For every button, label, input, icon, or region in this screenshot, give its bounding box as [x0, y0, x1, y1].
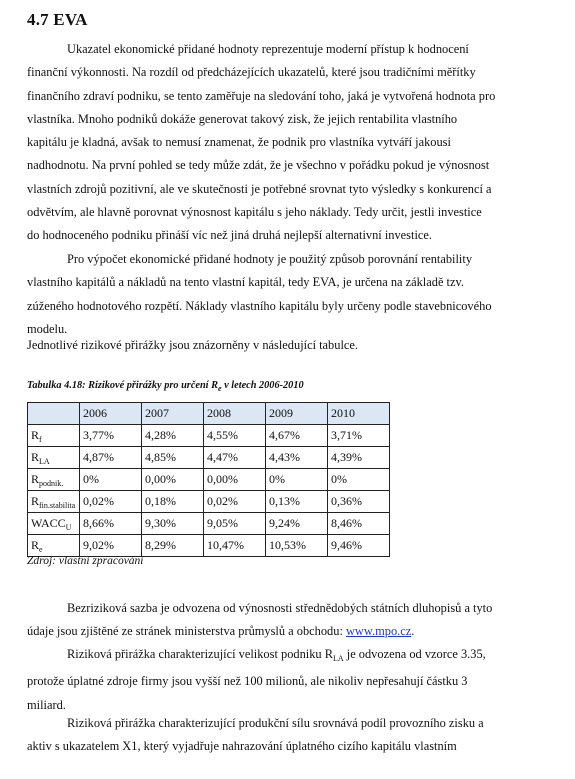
table-cell: 8,46%	[328, 513, 390, 535]
table-cell: 0,18%	[142, 491, 204, 513]
table-cell: 0,02%	[204, 491, 266, 513]
table-cell: 0,02%	[80, 491, 142, 513]
paragraph-line: vlastníka. Mnoho podniků dokáže generovat takový zisk, že jejich rentabilita vlastního	[27, 111, 458, 126]
table-cell: 0,36%	[328, 491, 390, 513]
table-row	[28, 469, 390, 491]
table-cell: 9,46%	[328, 535, 390, 557]
table-cell: 10,53%	[266, 535, 328, 557]
table-cell: 4,39%	[328, 447, 390, 469]
row-label: $R_{fin.stabilita}$	[28, 491, 80, 513]
paragraph-line: finanční výkonnosti. Na rozdíl od předcházejících ukazatelů, které jsou tradičními měřítky	[27, 65, 476, 80]
paragraph-risk-free-rate: Bezriziková sazba je odvozena od výnosnosti střednědobých státních dluhopisů a tyto údaje jsou zjištěné ze stránek ministerstva průmyslů a obchodu: www.mpo.cz.	[27, 601, 493, 639]
table-cell: 9,30%	[142, 513, 204, 535]
table-cell: 10,47%	[204, 535, 266, 557]
row-label: $R_f$	[28, 425, 80, 447]
paragraph-line: kapitálu je kladná, avšak to nemusí znamenat, že podnik pro vlastníka vytváří jakousi	[27, 135, 451, 150]
paragraph-table-intro: Jednotlivé rizikové přirážky jsou znázorněny v následující tabulce.	[27, 338, 358, 352]
table-row	[28, 447, 390, 469]
table-cell: 3,71%	[328, 425, 390, 447]
table-cell: 4,47%	[204, 447, 266, 469]
table-cell: 0%	[266, 469, 328, 491]
paragraph-line: modelu.	[27, 321, 68, 336]
table-cell: 8,66%	[80, 513, 142, 535]
table-cell: 0,00%	[204, 469, 266, 491]
table-header-corner	[28, 403, 80, 425]
table-cell: 9,05%	[204, 513, 266, 535]
table-cell: 4,28%	[142, 425, 204, 447]
table-cell: 0,13%	[266, 491, 328, 513]
table-row	[28, 535, 390, 557]
table-header-year: 2010	[328, 403, 390, 425]
paragraph-eva-intro	[27, 38, 532, 248]
table-row	[28, 491, 390, 513]
paragraph-line: zúženého hodnotového rozpětí. Náklady vlastního kapitálu byly určeny podle stavebnicového	[27, 298, 492, 313]
risk-premium-table	[27, 402, 390, 557]
table-source-note: Zdroj: vlastní zpracování	[27, 555, 144, 567]
row-label: $R_e$	[28, 535, 80, 557]
paragraph-line: do hodnoceného podniku přináší víc než jiná druhá nejlepší alternativní investice.	[27, 228, 432, 243]
paragraph-size-premium: Riziková přirážka charakterizující velikost podniku $R_{LA}$ je odvozena od vzorce 3.35, protože úplatné zdroje firmy jsou vyšší než 100 milionů, ale nikoliv nepřesahují částku 3 miliard.	[27, 647, 486, 712]
row-label: $R_{podnik.}$	[28, 469, 80, 491]
paragraph-line: vlastních zdrojů pozitivní, ale ve skutečnosti je potřebné srovnat tyto výsledky s konkurencí a	[27, 181, 492, 196]
table-cell: 4,85%	[142, 447, 204, 469]
table-header-row	[28, 403, 390, 425]
table-cell: 4,43%	[266, 447, 328, 469]
table-cell: 0%	[328, 469, 390, 491]
table-header-year: 2006	[80, 403, 142, 425]
table-cell: 4,55%	[204, 425, 266, 447]
table-header-year: 2008	[204, 403, 266, 425]
row-label: $WACC_U$	[28, 513, 80, 535]
row-label: $R_{LA}$	[28, 447, 80, 469]
paragraph-line: odvětvím, ale hlavně porovnat výnosnost kapitálu s jeho náklady. Tedy určit, jestli investice	[27, 205, 482, 220]
paragraph-line: nadhodnotu. Na první pohled se tedy může zdát, že je všechno v pořádku pokud je výnosnost	[27, 158, 490, 173]
paragraph-line: Ukazatel ekonomické přidané hodnoty reprezentuje moderní přístup k hodnocení	[67, 42, 469, 56]
section-heading: 4.7 EVA	[27, 10, 88, 29]
table-cell: 9,02%	[80, 535, 142, 557]
table-cell: 8,29%	[142, 535, 204, 557]
table-cell: 4,67%	[266, 425, 328, 447]
table-cell: 9,24%	[266, 513, 328, 535]
table-row	[28, 425, 390, 447]
paragraph-production-premium: Riziková přirážka charakterizující produkční sílu srovnává podíl provozního zisku a aktiv s ukazatelem X1, který vyjadřuje nahrazování úplatného cizího kapitálu vlastním	[27, 716, 484, 754]
table-row	[28, 513, 390, 535]
table-header-year: 2009	[266, 403, 328, 425]
paragraph-line: finančního zdraví podniku, se tento zaměřuje na sledování toho, jaká je vytvořená hodnota pro	[27, 88, 496, 103]
table-cell: 4,87%	[80, 447, 142, 469]
table-cell: 0,00%	[142, 469, 204, 491]
table-cell: 0%	[80, 469, 142, 491]
table-cell: 3,77%	[80, 425, 142, 447]
paragraph-eva-calculation	[27, 248, 532, 341]
paragraph-line: vlastního kapitálů a nákladů na tento vlastní kapitál, tedy EVA, je určena na základě tzv.	[27, 275, 464, 290]
table-header-year: 2007	[142, 403, 204, 425]
mpo-link[interactable]: www.mpo.cz	[345, 624, 412, 639]
paragraph-line: Pro výpočet ekonomické přidané hodnoty je použitý způsob porovnání rentability	[67, 252, 473, 266]
table-caption: Tabulka 4.18: Rizikové přirážky pro určení $R_e$ v letech 2006-2010	[27, 380, 304, 393]
